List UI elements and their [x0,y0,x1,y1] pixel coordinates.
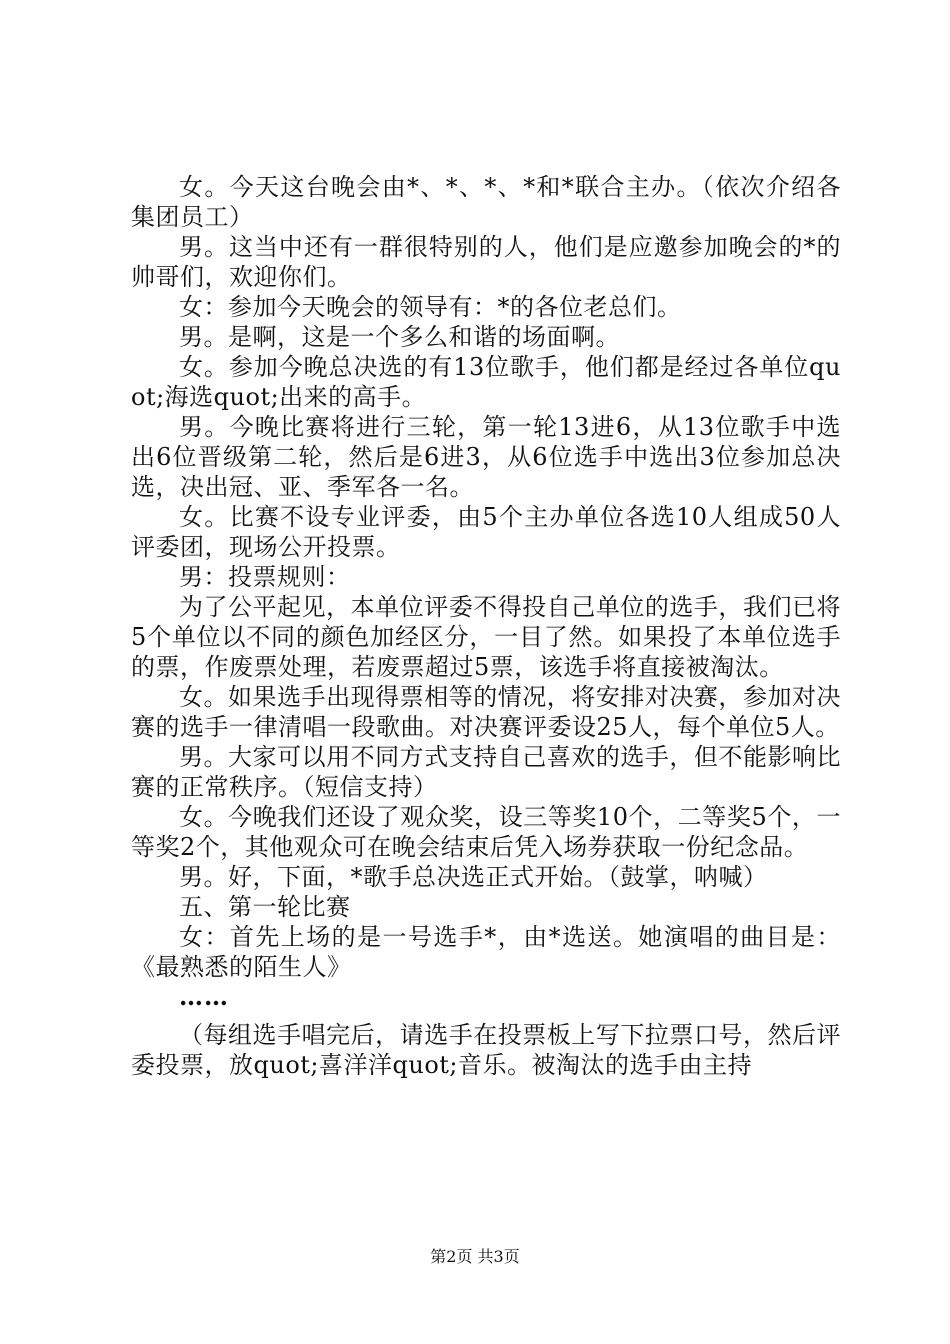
paragraph: 女。参加今晚总决选的有13位歌手，他们都是经过各单位quot;海选quot;出来的高手。 [131,353,841,411]
page-number-footer: 第2页 共3页 [430,1247,520,1266]
paragraph: 女。今晚我们还设了观众奖，设三等奖10个，二等奖5个，一等奖2个，其他观众可在晚会结束后凭入场券获取一份纪念品。 [131,803,841,861]
paragraph: 女：参加今天晚会的领导有：*的各位老总们。 [179,293,682,321]
paragraph: 男：投票规则： [179,563,351,591]
paragraph: 男。好，下面，*歌手总决选正式开始。（鼓掌，呐喊） [179,863,768,891]
ellipsis: …… [179,982,229,1011]
paragraph: 男。大家可以用不同方式支持自己喜欢的选手，但不能影响比赛的正常秩序。（短信支持） [131,743,841,801]
document-body [131,172,841,1080]
paragraph: 女。比赛不设专业评委，由5个主办单位各选10人组成50人评委团，现场公开投票。 [131,503,841,561]
paragraph: 女。如果选手出现得票相等的情况，将安排对决赛，参加对决赛的选手一律清唱一段歌曲。对决赛评委设25人，每个单位5人。 [131,683,841,741]
paragraph: 男。是啊，这是一个多么和谐的场面啊。 [179,323,620,351]
paragraph: 男。今晚比赛将进行三轮，第一轮13进6，从13位歌手中选出6位晋级第二轮，然后是6进3，从6位选手中选出3位参加总决选，决出冠、亚、季军各一名。 [131,413,841,501]
paragraph: 女。今天这台晚会由*、*、*、*和*联合主办。（依次介绍各集团员工） [131,173,841,231]
paragraph: 女：首先上场的是一号选手*，由*选送。她演唱的曲目是：《最熟悉的陌生人》 [131,923,841,981]
paragraph: 为了公平起见，本单位评委不得投自己单位的选手，我们已将5个单位以不同的颜色加经区分，一目了然。如果投了本单位选手的票，作废票处理，若废票超过5票，该选手将直接被淘汰。 [131,593,841,681]
paragraph: （每组选手唱完后，请选手在投票板上写下拉票口号，然后评委投票，放quot;喜洋洋quot;音乐。被淘汰的选手由主持 [131,1021,841,1079]
paragraph: 男。这当中还有一群很特别的人，他们是应邀参加晚会的*的帅哥们，欢迎你们。 [131,233,841,291]
section-heading: 五、第一轮比赛 [179,893,351,921]
